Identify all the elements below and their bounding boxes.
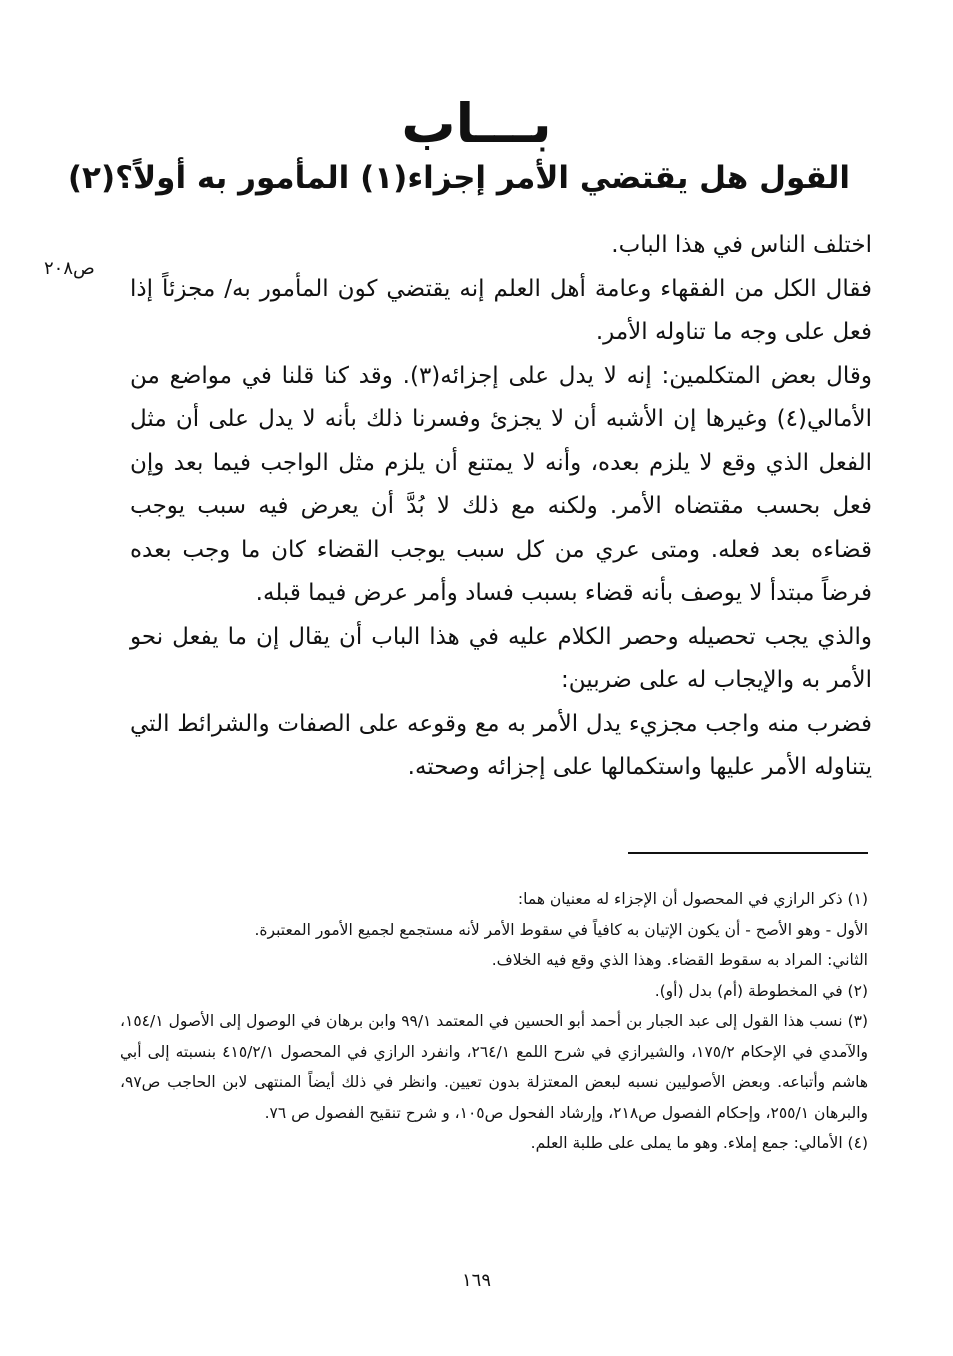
chapter-heading: بـــاب (401, 92, 552, 155)
paragraph: فضرب منه واجب مجزيء يدل الأمر به مع وقوعه على الصفات والشرائط التي يتناوله الأمر عليها واستكمالها على إجزائه وصحته. (130, 710, 872, 780)
paragraph: اختلف الناس في هذا الباب. (611, 232, 872, 258)
margin-page-reference: ص٢٠٨ (44, 258, 95, 279)
footnote: (١) ذكر الرازي في المحصول أن الإجزاء له معنيان هما: (517, 890, 868, 908)
paragraph: والذي يجب تحصيله وحصر الكلام عليه في هذا الباب أن يقال إن ما يفعل نحو الأمر به والإيجاب له على ضربين: (130, 623, 872, 693)
main-text (130, 224, 872, 790)
footnote: الأول - وهو الأصح - أن يكون الإتيان به كافياً في سقوط الأمر لأنه مستجمع لجميع الأمور المعتبرة. (254, 920, 868, 939)
footnotes (120, 884, 868, 1159)
footnote: (٢) في المخطوطة (أم) بدل (أو). (654, 981, 868, 1000)
footnote: الثاني: المراد به سقوط القضاء. وهذا الذي وقع فيه الخلاف. (491, 951, 868, 969)
page-number: ١٦٩ (461, 1270, 491, 1291)
footnote: (٤) الأمالي: جمع إملاء. وهو ما يملى على طلبة العلم. (530, 1134, 868, 1152)
chapter-title: القول هل يقتضي الأمر إجزاء(١) المأمور به أولاً؟(٢) (67, 160, 850, 196)
footnote-divider (628, 852, 868, 854)
paragraph: فقال الكل من الفقهاء وعامة أهل العلم إنه يقتضي كون المأمور به/ مجزئاً إذا فعل على وجه ما تناوله الأمر. (130, 275, 872, 345)
paragraph: وقال بعض المتكلمين: إنه لا يدل على إجزائه(٣). وقد كنا قلنا في مواضع من الأمالي(٤) وغيرها إن الأشبه أن لا يجزئ وفسرنا ذلك بأنه لا يدل على أن مثل الفعل الذي وقع لا يلزم بعده، وأنه لا يمتنع أن يلزم مثل الواجب فيما بعد وإن فعل بحسب مقتضاه الأمر. ولكنه مع ذلك لا بُدَّ أن يعرض فيه سبب يوجب قضاءه بعد فعله. ومتى عري من كل سبب يوجب القضاء كان ما وجب بعده فرضاً مبتدأ لا يوصف بأنه قضاء بسبب فساد وأمر عرض فيما قبله. (130, 362, 872, 606)
footnote: (٣) نسب هذا القول إلى عبد الجبار بن أحمد أبو الحسين في المعتمد ٩٩/١ وابن برهان في الوصول إلى الأصول ١٥٤/١، والآمدي في الإحكام ١٧٥/٢، والشيرازي في شرح اللمع ٢٦٤/١، وانفرد الرازي في المحصول ٤١٥/٢/١ بنسبته إلى أبي هاشم وأتباعه. وبعض الأصوليين نسبه لبعض المعتزلة بدون تعيين. وانظر في ذلك أيضاً المنتهى لابن الحاجب ص٩٧، والبرهان ٢٥٥/١، وإحكام الفصول ص٢١٨، وإرشاد الفحول ص١٠٥، و شرح تنقيح الفصول ص ٧٦. (120, 1012, 869, 1122)
